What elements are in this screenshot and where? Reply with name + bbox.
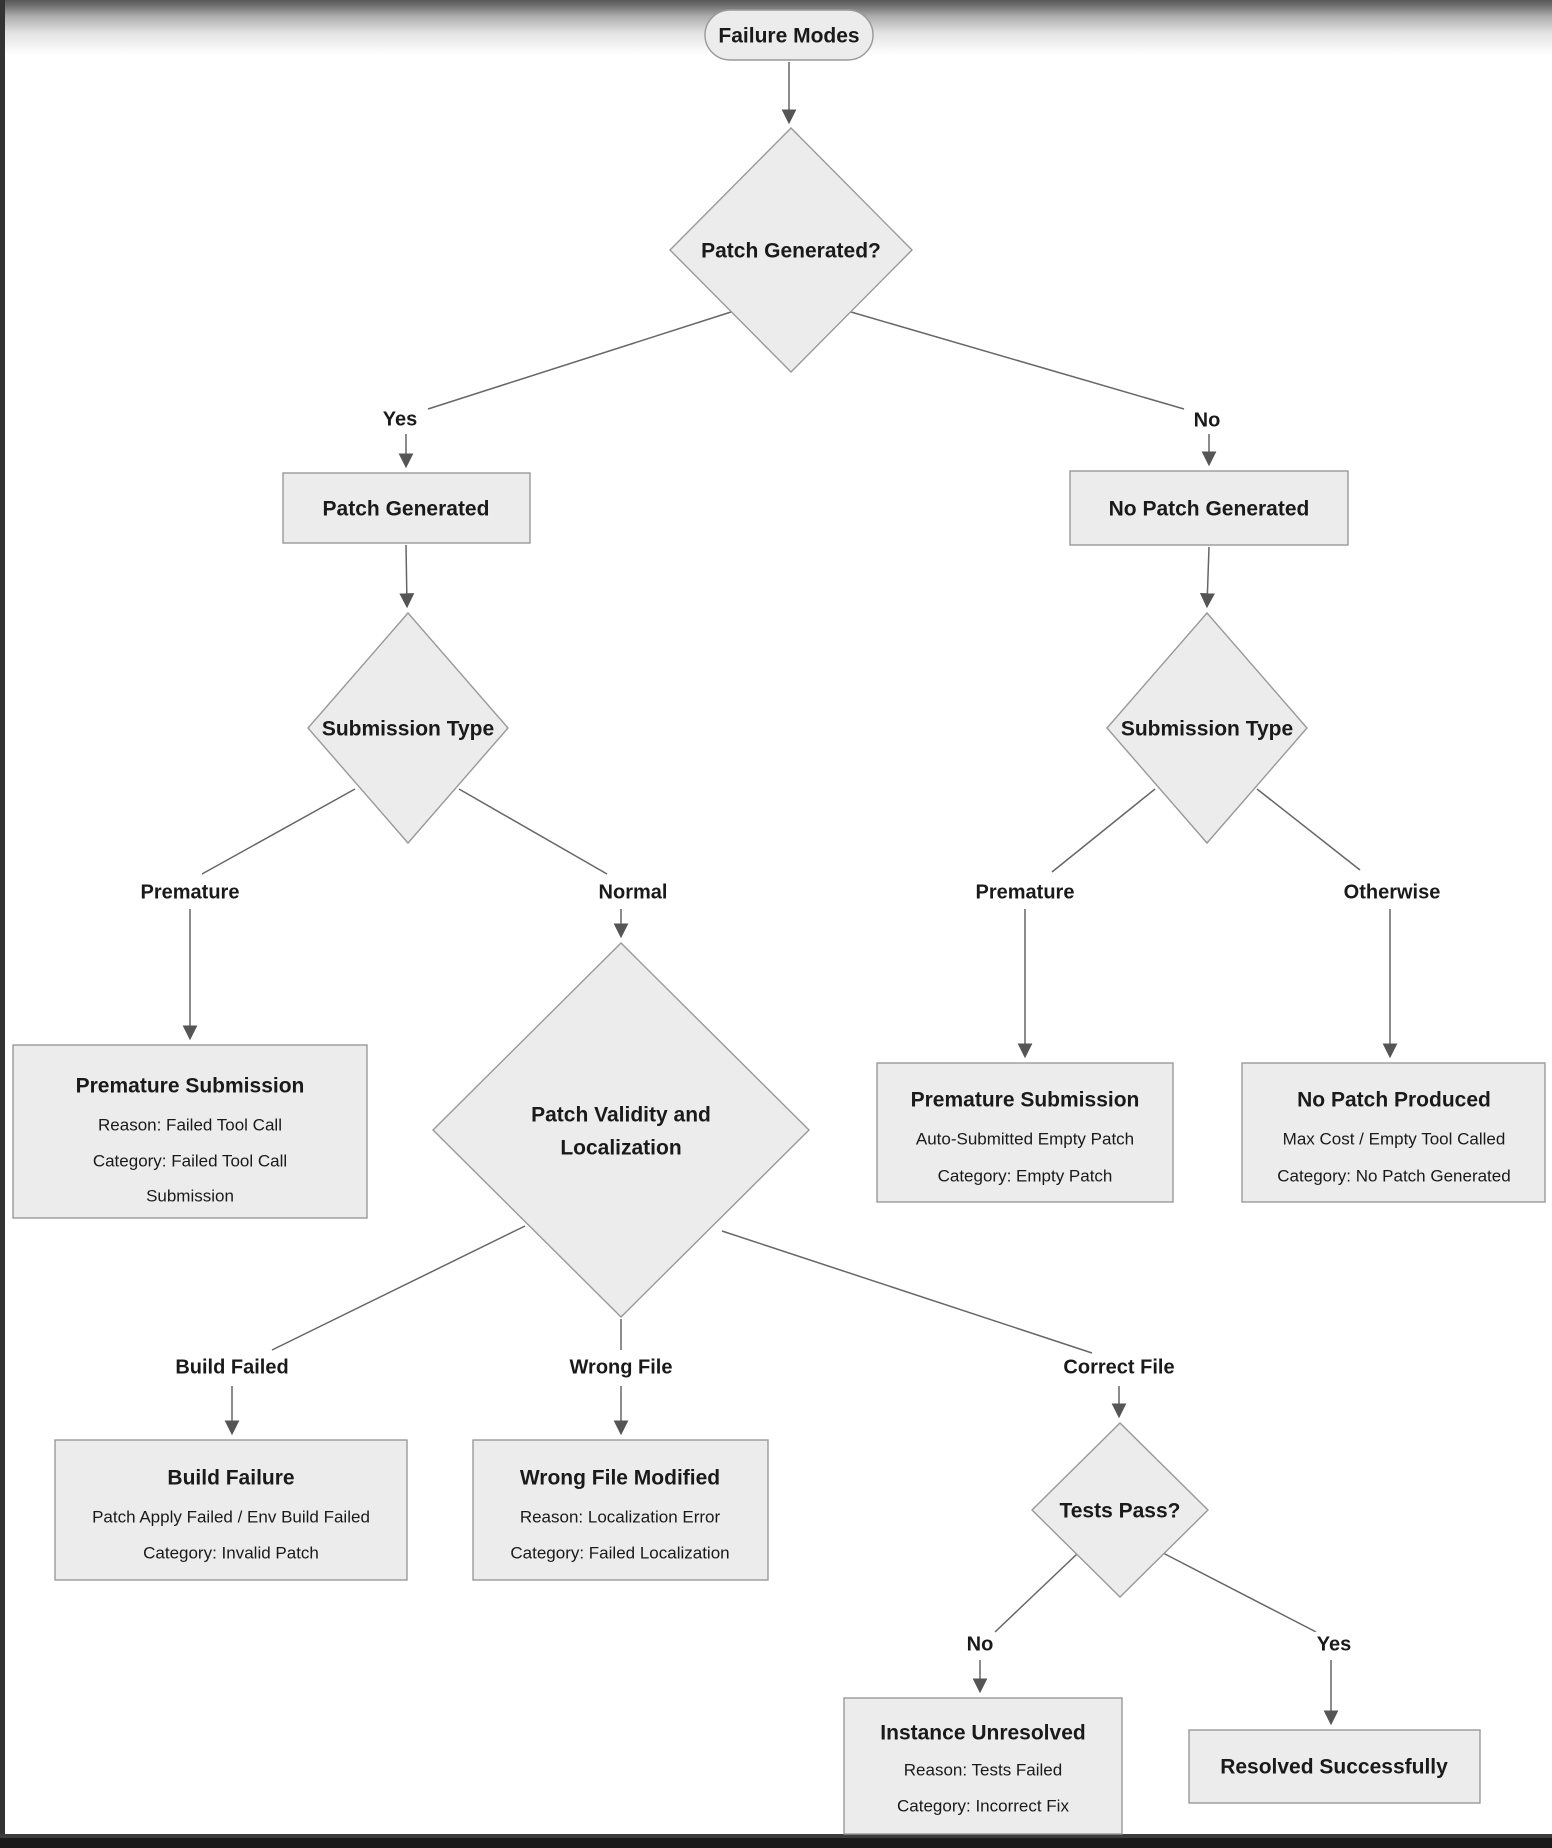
resolved-successfully-label: Resolved Successfully <box>1220 1755 1448 1779</box>
edge-left-premature-diagonal <box>202 789 355 874</box>
tests-pass-q-label: Tests Pass? <box>1059 1499 1181 1523</box>
no-patch-produced-title: No Patch Produced <box>1297 1088 1491 1112</box>
edge-patch-q-no-diagonal <box>851 312 1184 409</box>
edge-label-premature-left: Premature <box>140 881 240 904</box>
wrong-file-modified-title: Wrong File Modified <box>519 1466 721 1490</box>
edge-label-correct-file: Correct File <box>1063 1356 1175 1379</box>
premature-submission-right-line2: Category: Empty Patch <box>937 1166 1113 1186</box>
instance-unresolved-title: Instance Unresolved <box>880 1721 1086 1745</box>
submission-type-left-label: Submission Type <box>321 717 495 741</box>
premature-submission-left-line3: Submission <box>146 1186 234 1206</box>
premature-submission-left-line2: Category: Failed Tool Call <box>92 1151 288 1171</box>
edge-label-build-failed: Build Failed <box>175 1356 289 1379</box>
edge-tests-no-diagonal <box>995 1554 1077 1632</box>
edge-label-no-top: No <box>1193 409 1221 432</box>
patch-validity-line1: Patch Validity and <box>531 1103 711 1127</box>
edge-no-patch-to-submission-type <box>1207 547 1209 606</box>
failure-modes-label: Failure Modes <box>718 24 860 48</box>
nodes <box>13 10 1545 1834</box>
patch-validity-decision-diamond <box>433 943 809 1317</box>
edge-patch-q-yes-diagonal <box>428 312 731 409</box>
edge-right-otherwise-diagonal <box>1257 789 1360 870</box>
edge-patch-generated-to-submission-type <box>406 545 407 606</box>
edge-label-yes-top: Yes <box>382 408 418 431</box>
edge-build-failed-diagonal <box>272 1226 525 1350</box>
premature-submission-left-line1: Reason: Failed Tool Call <box>98 1115 282 1135</box>
no-patch-produced-line2: Category: No Patch Generated <box>1277 1166 1511 1186</box>
edge-right-premature-diagonal <box>1052 789 1155 872</box>
window-bottom-border-highlight <box>0 1834 1552 1838</box>
window-bottom-bar <box>0 1838 1552 1848</box>
build-failure-line1: Patch Apply Failed / Env Build Failed <box>92 1507 370 1527</box>
edge-label-premature-right: Premature <box>975 881 1075 904</box>
edge-correct-file-diagonal <box>722 1231 1092 1353</box>
no-patch-generated-label: No Patch Generated <box>1108 497 1310 521</box>
patch-generated-q-label: Patch Generated? <box>701 239 881 263</box>
no-patch-produced-line1: Max Cost / Empty Tool Called <box>1282 1129 1506 1149</box>
edge-label-tests-yes: Yes <box>1316 1633 1352 1656</box>
premature-submission-left-title: Premature Submission <box>75 1074 305 1098</box>
edge-label-normal: Normal <box>598 881 668 904</box>
build-failure-line2: Category: Invalid Patch <box>143 1543 319 1563</box>
window-left-border <box>0 0 5 1848</box>
premature-submission-right-title: Premature Submission <box>910 1088 1140 1112</box>
edge-left-normal-diagonal <box>459 789 607 874</box>
edge-label-wrong-file: Wrong File <box>569 1356 673 1379</box>
build-failure-title: Build Failure <box>167 1466 295 1490</box>
edge-label-tests-no: No <box>966 1633 994 1656</box>
instance-unresolved-line1: Reason: Tests Failed <box>903 1760 1063 1780</box>
patch-validity-line2: Localization <box>560 1136 682 1160</box>
edge-label-otherwise: Otherwise <box>1343 881 1441 904</box>
patch-generated-label: Patch Generated <box>322 497 490 521</box>
wrong-file-modified-line1: Reason: Localization Error <box>519 1507 721 1527</box>
premature-submission-right-line1: Auto-Submitted Empty Patch <box>915 1129 1135 1149</box>
wrong-file-modified-line2: Category: Failed Localization <box>510 1543 730 1563</box>
edge-tests-yes-diagonal <box>1163 1553 1320 1634</box>
submission-type-right-label: Submission Type <box>1120 717 1294 741</box>
instance-unresolved-line2: Category: Incorrect Fix <box>897 1796 1069 1816</box>
